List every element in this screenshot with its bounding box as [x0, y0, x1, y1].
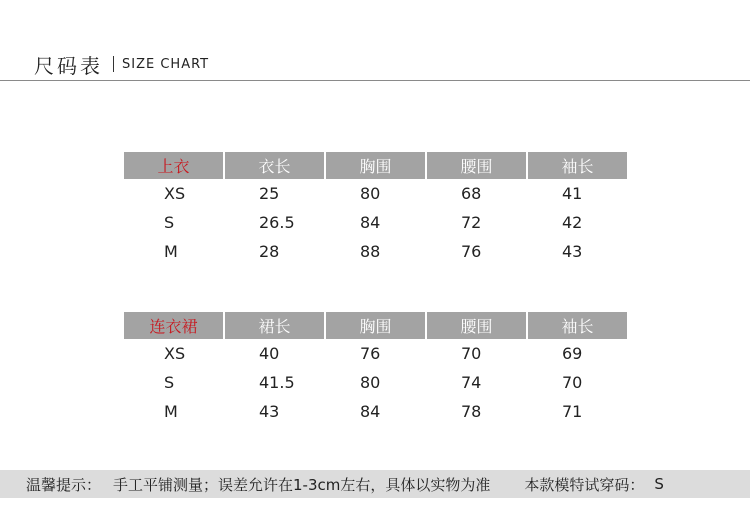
column-header: 胸围 — [326, 152, 425, 179]
table-row — [124, 368, 629, 397]
header-rule — [0, 80, 750, 81]
column-header: 胸围 — [326, 312, 425, 339]
column-header: 袖长 — [528, 312, 627, 339]
table-row — [124, 339, 629, 368]
table-cell: 72 — [461, 213, 482, 232]
table-cell: 41.5 — [259, 373, 295, 392]
table-cell: 84 — [360, 213, 381, 232]
column-header: 腰围 — [427, 152, 526, 179]
column-header: 衣长 — [225, 152, 324, 179]
page-title: 尺码表 — [34, 53, 103, 78]
page-subtitle: SIZE CHART — [122, 56, 210, 72]
table-header-row — [124, 152, 629, 179]
model-size-value: S — [654, 475, 664, 493]
table-cell: 40 — [259, 344, 280, 363]
table-header-row — [124, 312, 629, 339]
table-cell: 70 — [461, 344, 482, 363]
table-cell: 76 — [360, 344, 381, 363]
table-row — [124, 179, 629, 208]
size-cell: S — [164, 373, 175, 392]
table-cell: 88 — [360, 242, 381, 261]
table-cell: 42 — [562, 213, 583, 232]
page-header — [34, 50, 209, 78]
table-cell: 43 — [259, 402, 280, 421]
size-table-top — [124, 152, 629, 266]
table-cell: 80 — [360, 184, 381, 203]
column-header: 腰围 — [427, 312, 526, 339]
model-size-label: 本款模特试穿码： — [524, 475, 645, 494]
size-table-bottom — [124, 312, 629, 426]
table-row — [124, 208, 629, 237]
table-cell: 68 — [461, 184, 482, 203]
table-cell: 41 — [562, 184, 583, 203]
column-header: 裙长 — [225, 312, 324, 339]
size-cell: XS — [164, 184, 186, 203]
table-cell: 43 — [562, 242, 583, 261]
table-cell: 69 — [562, 344, 583, 363]
note-label: 温馨提示： — [26, 475, 102, 494]
table-cell: 84 — [360, 402, 381, 421]
size-cell: M — [164, 242, 178, 261]
size-cell: XS — [164, 344, 186, 363]
title-divider — [113, 56, 114, 72]
table-cell: 74 — [461, 373, 482, 392]
table-cell: 78 — [461, 402, 482, 421]
table-cell: 80 — [360, 373, 381, 392]
table-cell: 28 — [259, 242, 280, 261]
table-cell: 70 — [562, 373, 583, 392]
table-cell: 25 — [259, 184, 280, 203]
size-cell: M — [164, 402, 178, 421]
category-header: 连衣裙 — [124, 312, 223, 339]
size-cell: S — [164, 213, 175, 232]
column-header: 袖长 — [528, 152, 627, 179]
table-cell: 26.5 — [259, 213, 295, 232]
category-header: 上衣 — [124, 152, 223, 179]
table-row — [124, 397, 629, 426]
note-text: 手工平铺测量；误差允许在1-3cm左右，具体以实物为准 — [113, 475, 491, 494]
footer-note-bar — [0, 470, 750, 498]
table-row — [124, 237, 629, 266]
table-cell: 71 — [562, 402, 583, 421]
table-cell: 76 — [461, 242, 482, 261]
